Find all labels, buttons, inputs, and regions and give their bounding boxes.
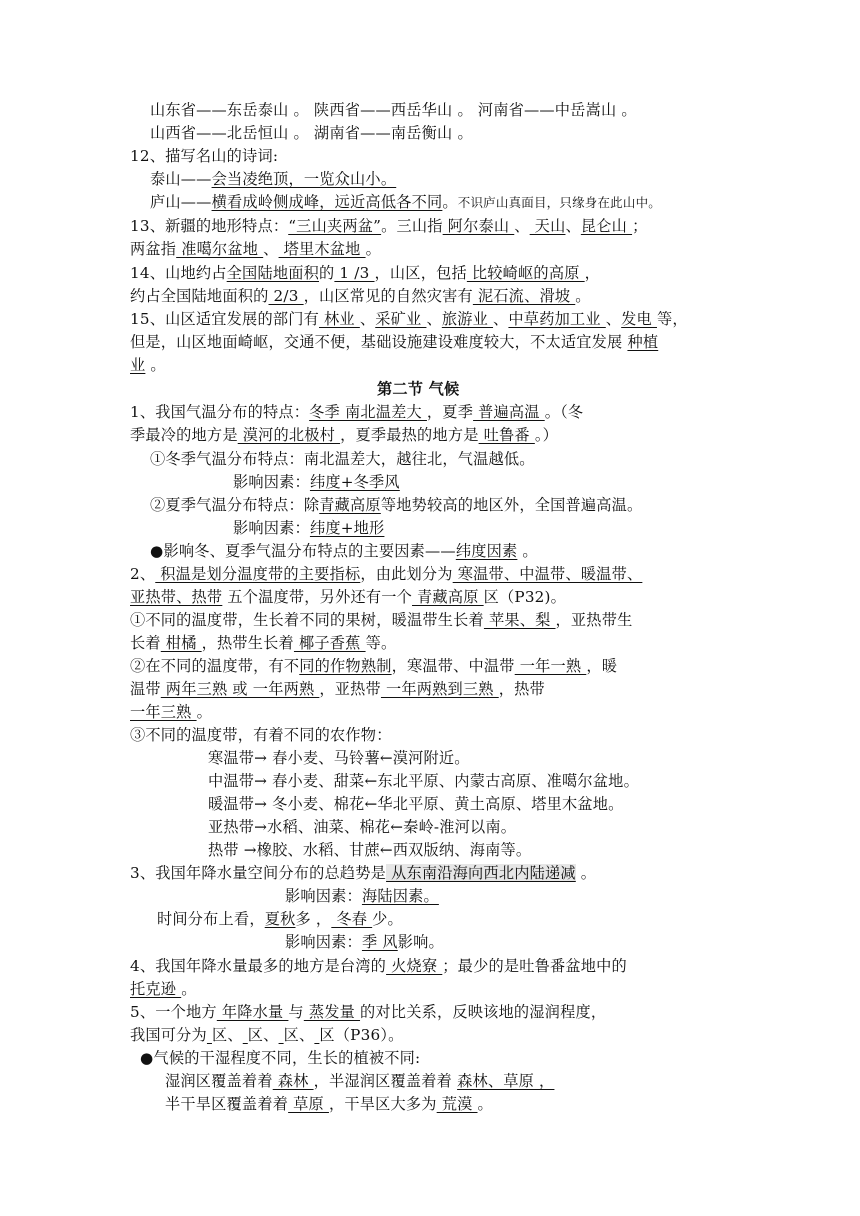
text-segment: 区、 <box>283 1026 315 1044</box>
text-segment: 、 <box>359 310 376 328</box>
answer-blank: 一年三熟 <box>130 703 197 721</box>
text-line <box>130 1025 404 1046</box>
text-segment: ，亚热带 <box>319 680 381 698</box>
text-segment: 区（P36）。 <box>319 1026 404 1044</box>
answer-blank: 寒温带、中温带、暖温带、 <box>452 565 643 583</box>
text-segment: 12、描写名山的诗词: <box>130 147 279 165</box>
text-line <box>130 216 647 237</box>
answer-blank: “三山夹两盆” <box>288 217 382 235</box>
answer-blank: 青藏高原 <box>412 588 484 606</box>
text-segment: 区、 <box>211 1026 243 1044</box>
text-segment: 、 <box>493 310 509 328</box>
text-segment: 长着 <box>130 634 161 652</box>
text-segment: 、 <box>263 240 279 258</box>
answer-blank: 全国陆地面积 <box>226 264 319 282</box>
text-line <box>130 564 642 585</box>
text-segment: 半干旱区覆盖着着 <box>165 1095 289 1113</box>
answer-blank: 纬度+冬季风 <box>309 473 400 491</box>
text-segment: 、 <box>565 217 581 235</box>
text-line <box>150 169 396 190</box>
text-segment: 2、 <box>130 565 156 583</box>
answer-blank: 海陆因素。 <box>361 887 439 905</box>
text-segment: ②在不同的温度带，有不 <box>130 657 300 675</box>
text-line <box>165 1094 493 1115</box>
answer-blank: 塔里木盆地 <box>278 240 366 258</box>
text-line <box>150 192 661 213</box>
text-line <box>130 239 381 260</box>
text-segment: 。 <box>196 703 212 721</box>
text-segment: 第二节 气候 <box>377 380 460 398</box>
text-line <box>150 123 473 144</box>
answer-blank: 青藏高原 <box>319 496 381 514</box>
text-segment: 影响因素： <box>285 933 362 951</box>
text-segment: ①冬季气温分布特点：南北温差大，越往北，气温越低。 <box>150 450 535 468</box>
text-segment: ，半湿润区覆盖着着 <box>313 1072 458 1090</box>
text-line <box>130 286 591 307</box>
text-line <box>130 309 688 330</box>
answer-blank: 林业 <box>319 310 360 328</box>
text-line <box>208 794 624 815</box>
answer-blank: 横看成岭侧成峰，远近高低各不同 <box>211 193 443 211</box>
text-segment: 影响因素： <box>285 887 362 905</box>
text-segment: 5、一个地方 <box>130 1003 217 1021</box>
answer-blank: 夏秋 <box>264 910 296 928</box>
text-segment: 。 <box>365 240 381 258</box>
text-line <box>208 771 639 792</box>
text-segment: 4、我国年降水量最多的地方是台湾的 <box>130 957 387 975</box>
text-line <box>140 1048 420 1069</box>
text-segment: 。三山指 <box>381 217 443 235</box>
text-segment: ； <box>632 217 648 235</box>
text-segment: 。 <box>145 356 166 374</box>
answer-blank: 旅游业 <box>441 310 494 328</box>
text-segment: 季最冷的地方是 <box>130 426 238 444</box>
answer-blank: 阿尔泰山 <box>442 217 515 235</box>
text-segment: 影响因素： <box>233 473 310 491</box>
text-line <box>130 633 396 654</box>
answer-blank: 采矿业 <box>375 310 427 328</box>
answer-blank: 亚热带、热带 <box>130 588 223 606</box>
answer-blank: 发电 <box>621 310 657 328</box>
text-segment: 。 <box>181 980 197 998</box>
text-segment: ，热带 <box>498 680 545 698</box>
text-line <box>130 425 558 446</box>
text-segment: 温带 <box>130 680 161 698</box>
text-line <box>130 863 596 884</box>
answer-blank: 一年一熟 <box>514 657 587 675</box>
answer-blank: 业 <box>130 356 146 374</box>
text-line <box>285 886 439 907</box>
text-segment: 五个温度带，另外还有一个 <box>222 588 413 606</box>
section-heading <box>377 379 459 400</box>
text-segment: ●气候的干湿程度不同，生长的植被不同: <box>140 1049 421 1067</box>
answer-blank: 天山 <box>529 217 566 235</box>
text-segment: ，山区，包括 <box>374 264 467 282</box>
answer-blank: 纬度+地形 <box>309 519 385 537</box>
text-segment: ，热带生长着 <box>201 634 294 652</box>
answer-blank: 柑橘 <box>160 634 202 652</box>
text-segment: 15、山区适宜发展的部门有 <box>130 310 319 328</box>
text-line <box>150 495 642 516</box>
text-line <box>165 1071 554 1092</box>
answer-blank: 两年三熟 或 一年两熟 <box>160 680 320 698</box>
text-segment: ③不同的温度带，有着不同的农作物： <box>130 726 392 744</box>
answer-blank: 纬度因素 <box>455 542 518 560</box>
text-segment: 寒温带→ 春小麦、马铃薯←漠河附近。 <box>208 749 470 767</box>
answer-blank: 一年两熟到三熟 <box>380 680 499 698</box>
answer-blank: 冬春 <box>331 910 373 928</box>
text-line <box>130 956 627 977</box>
text-segment: 湿润区覆盖着着 <box>165 1072 273 1090</box>
text-segment: 。 <box>575 287 591 305</box>
text-line <box>130 610 632 631</box>
text-line <box>233 472 400 493</box>
answer-blank: 会当凌绝顶，一览众山小。 <box>211 170 397 188</box>
text-line <box>130 656 617 677</box>
text-line <box>130 725 392 746</box>
answer-blank: 2/3 <box>268 287 304 305</box>
text-segment: 山东省——东岳泰山 。 陕西省——西岳华山 。 河南省——中岳嵩山 。 <box>150 101 637 119</box>
text-segment: 时间分布上看， <box>157 910 265 928</box>
answer-blank: 火烧寮 <box>386 957 443 975</box>
text-segment: ①不同的温度带，生长着不同的果树，暖温带生长着 <box>130 611 484 629</box>
answer-blank: 草原 <box>288 1095 329 1113</box>
text-line <box>285 932 444 953</box>
text-line <box>130 1002 606 1023</box>
text-line <box>130 979 197 1000</box>
answer-blank: 积温是划分温度带的主要指标 <box>155 565 361 583</box>
text-segment: 但是，山区地面崎岖，交通不便，基础设施建设难度较大，不太适宜发展 <box>130 333 628 351</box>
text-segment: ，寒温带、中温带 <box>391 657 515 675</box>
text-segment: 。 <box>442 193 458 211</box>
answer-blank: 托克逊 <box>130 980 182 998</box>
text-segment: 少。 <box>372 910 403 928</box>
text-line <box>130 263 600 284</box>
text-line <box>208 748 470 769</box>
text-line <box>130 587 566 608</box>
answer-blank: 吐鲁番 <box>478 426 535 444</box>
text-segment: 、 <box>426 310 442 328</box>
text-line <box>150 541 538 562</box>
text-segment: 的对比关系，反映该地的湿润程度， <box>360 1003 607 1021</box>
text-line <box>233 518 384 539</box>
answer-blank: 森林、草原 ， <box>457 1072 555 1090</box>
answer-blank: 椰子香蕉 <box>293 634 366 652</box>
text-line <box>130 146 278 167</box>
text-line <box>208 817 516 838</box>
text-segment: 山西省——北岳恒山 。 湖南省——南岳衡山 。 <box>150 124 473 142</box>
text-segment: 、 <box>605 310 622 328</box>
answer-blank: 昆仑山 <box>580 217 633 235</box>
answer-blank: 年降水量 <box>216 1003 289 1021</box>
text-segment: 区、 <box>247 1026 279 1044</box>
text-segment: 与 <box>288 1003 304 1021</box>
text-segment: 等。 <box>365 634 397 652</box>
text-segment: 多 ， <box>295 910 332 928</box>
text-segment: 。 <box>477 1095 493 1113</box>
answer-blank: 泥石流、滑坡 <box>472 287 576 305</box>
text-line <box>157 909 403 930</box>
text-segment: 、 <box>514 217 530 235</box>
text-segment: 等地势较高的地区外，全国普遍高温。 <box>380 496 643 514</box>
answer-blank: 冬季 南北温差大 <box>309 403 427 421</box>
text-line <box>130 702 212 723</box>
answer-blank: 同的作物熟制 <box>299 657 392 675</box>
answer-blank: 蒸发量 <box>303 1003 361 1021</box>
text-segment: ，夏季 <box>426 403 474 421</box>
text-segment: ，暖 <box>586 657 618 675</box>
text-segment: 。（冬 <box>544 403 584 421</box>
answer-blank: 漠河的北极村 <box>237 426 341 444</box>
answer-blank: 1 /3 <box>334 264 375 282</box>
answer-blank: 普遍高温 <box>473 403 545 421</box>
text-segment: 中温带→ 春小麦、甜菜←东北平原、内蒙古高原、准噶尔盆地。 <box>208 772 639 790</box>
text-segment: ，山区常见的自然灾害有 <box>303 287 473 305</box>
text-segment: 热带 →橡胶、水稻、甘蔗←西双版纳、海南等。 <box>208 841 532 859</box>
text-line <box>130 355 166 376</box>
text-segment: 庐山—— <box>150 193 212 211</box>
text-segment: 约占全国陆地面积的 <box>130 287 269 305</box>
text-line <box>150 449 535 470</box>
text-segment: 两盆指 <box>130 240 177 258</box>
text-segment: ，干旱区大多为 <box>328 1095 437 1113</box>
answer-blank: 准噶尔盆地 <box>176 240 264 258</box>
text-segment: 。） <box>534 426 559 444</box>
text-segment: ，亚热带生 <box>555 611 633 629</box>
text-segment: 1、我国气温分布的特点： <box>130 403 310 421</box>
answer-blank: 比较崎岖的高原 <box>466 264 585 282</box>
answer-blank: 种植 <box>627 333 659 351</box>
text-segment: 。 <box>517 542 538 560</box>
text-segment: 不识庐山真面目，只缘身在此山中。 <box>457 195 661 210</box>
text-segment: ②夏季气温分布特点：除 <box>150 496 320 514</box>
text-line <box>130 332 658 353</box>
text-segment: 区（P32)。 <box>483 588 567 606</box>
text-line <box>130 402 583 423</box>
text-segment: 的 <box>319 264 335 282</box>
text-segment: 。 <box>575 864 597 882</box>
text-segment: 13、新疆的地形特点： <box>130 217 289 235</box>
answer-blank: 苹果、梨 <box>483 611 556 629</box>
text-line <box>150 100 637 121</box>
text-segment: 影响。 <box>397 933 444 951</box>
text-segment: ，由此划分为 <box>360 565 453 583</box>
answer-blank: 森林 <box>272 1072 314 1090</box>
text-segment: ●影响冬、夏季气温分布特点的主要因素—— <box>150 542 456 560</box>
text-segment: 我国可分为 <box>130 1026 207 1044</box>
text-segment: ；最少的是吐鲁番盆地中的 <box>442 957 627 975</box>
text-segment: 亚热带→水稻、油菜、棉花←秦岭-淮河以南。 <box>208 818 517 836</box>
text-segment: 影响因素： <box>233 519 310 537</box>
text-segment: ，夏季最热的地方是 <box>340 426 479 444</box>
answer-blank: 中草药加工业 <box>508 310 606 328</box>
answer-blank: 荒漠 <box>436 1095 478 1113</box>
answer-blank: 季 风 <box>361 933 398 951</box>
text-segment: 3、我国年降水量空间分布的总趋势是 <box>130 864 387 882</box>
text-segment: 暖温带→ 冬小麦、棉花←华北平原、黄土高原、塔里木盆地。 <box>208 795 624 813</box>
text-segment: 泰山—— <box>150 170 212 188</box>
answer-blank: 从东南沿海向西北内陆递减 <box>386 864 576 882</box>
text-line <box>130 679 545 700</box>
text-segment: ， <box>584 264 601 282</box>
text-segment: 14、山地约占 <box>130 264 227 282</box>
text-segment: 等， <box>656 310 688 328</box>
text-line <box>208 840 531 861</box>
